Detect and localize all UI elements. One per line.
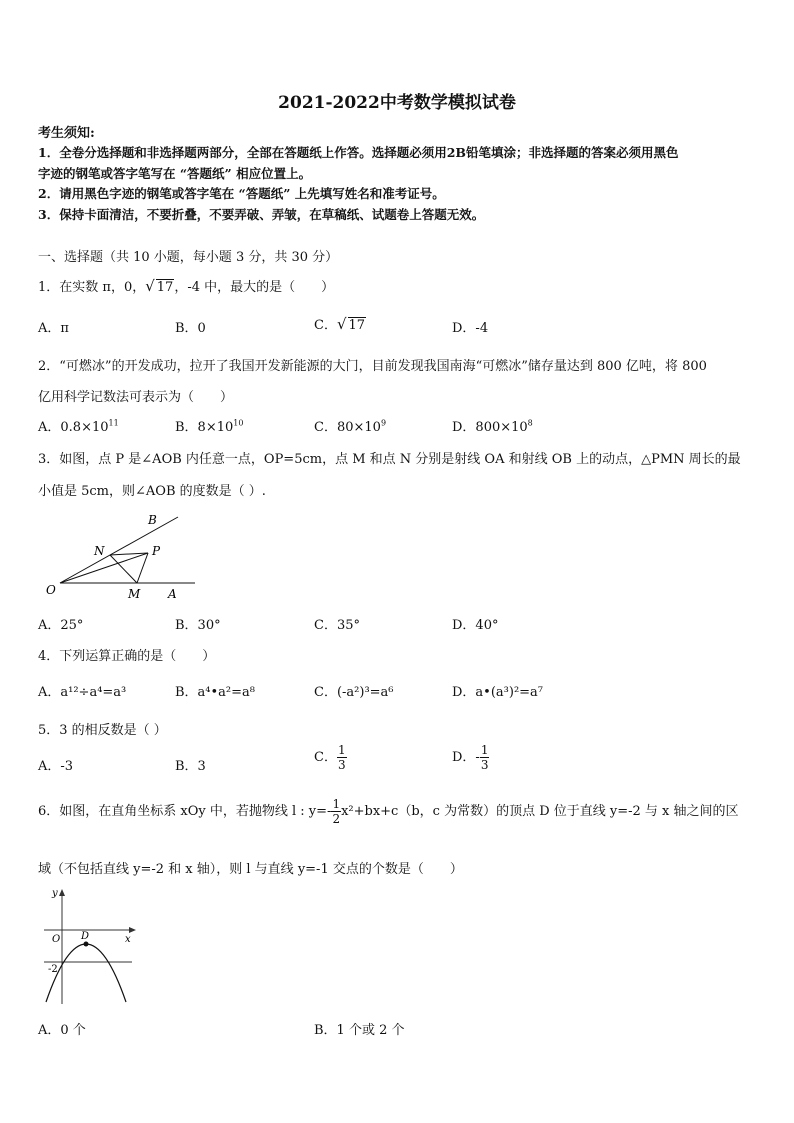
q1-option-a: A．π bbox=[38, 321, 69, 336]
q4-option-c: C．(-a²)³=a⁶ bbox=[314, 685, 394, 700]
q1-option-c: C．√ 17 bbox=[314, 315, 366, 333]
label-A: A bbox=[168, 587, 177, 601]
question-1-stem: 1．在实数 π，0，√ 17，-4 中，最大的是（ ） bbox=[38, 277, 335, 295]
q4-option-a: A．a¹²÷a⁴=a³ bbox=[38, 685, 127, 700]
q3-option-d: D．40° bbox=[452, 618, 499, 633]
question-4-stem: 4．下列运算正确的是（ ） bbox=[38, 649, 216, 664]
q5-option-d: D．- $\frac{1}{3}$ bbox=[452, 743, 489, 772]
q6-option-b: B．1 个或 2 个 bbox=[314, 1023, 405, 1038]
section-heading: 一、选择题（共 10 小题，每小题 3 分，共 30 分） bbox=[38, 250, 339, 265]
page-title: 2021-2022中考数学模拟试卷 bbox=[278, 93, 516, 113]
q3-option-c: C．35° bbox=[314, 618, 360, 633]
label-B: B bbox=[148, 513, 157, 527]
q5-option-b: B．3 bbox=[175, 759, 206, 774]
notice-heading: 考生须知: bbox=[38, 126, 95, 141]
label-O: O bbox=[46, 583, 56, 597]
question-3-line2: 小值是 5cm，则∠AOB 的度数是（ ）. bbox=[38, 484, 266, 499]
notice-item-1: 1．全卷分选择题和非选择题两部分，全部在答题纸上作答。选择题必须用2B铅笔填涂；非选择题的答案必须用黑色 bbox=[38, 145, 679, 160]
question-2-line1: 2．“可燃冰”的开发成功，拉开了我国开发新能源的大门，目前发现我国南海“可燃冰”储存量达到 800 亿吨，将 800 bbox=[38, 359, 707, 374]
question-6-line2: 域（不包括直线 y=-2 和 x 轴），则 l 与直线 y=-1 交点的个数是（ ） bbox=[38, 862, 463, 877]
q3-option-a: A．25° bbox=[38, 618, 84, 633]
q6-figure-parabola bbox=[40, 886, 140, 1008]
q1-option-d: D．-4 bbox=[452, 321, 489, 336]
q4-option-b: B．a⁴•a²=a⁸ bbox=[175, 685, 255, 700]
label-y: y bbox=[52, 888, 58, 899]
label-D: D bbox=[81, 931, 90, 942]
label-O: O bbox=[52, 934, 61, 945]
label-minus2: -2 bbox=[48, 964, 58, 975]
notice-item-1-cont: 字迹的钢笔或答字笔写在 “答题纸” 相应位置上。 bbox=[38, 166, 312, 181]
q2-option-a: A．$0.8\times 10^{11}$ bbox=[38, 418, 119, 435]
label-M: M bbox=[128, 587, 141, 601]
label-P: P bbox=[152, 544, 161, 558]
question-3-line1: 3．如图，点 P 是∠AOB 内任意一点，OP=5cm，点 M 和点 N 分别是射线 OA 和射线 OB 上的动点，△PMN 周长的最 bbox=[38, 452, 741, 467]
notice-item-3: 3．保持卡面清洁，不要折叠，不要弄破、弄皱，在草稿纸、试题卷上答题无效。 bbox=[38, 207, 485, 222]
q5-option-c: C． $\frac{1}{3}$ bbox=[314, 743, 346, 772]
q3-figure-angle bbox=[40, 510, 200, 602]
q2-option-d: D．$800\times 10^8$ bbox=[452, 418, 533, 435]
label-x: x bbox=[125, 934, 131, 945]
q3-option-b: B．30° bbox=[175, 618, 221, 633]
question-2-line2: 亿用科学记数法可表示为（ ） bbox=[38, 390, 234, 405]
q2-option-c: C．$80\times 10^9$ bbox=[314, 418, 387, 435]
sqrt-17: 17 bbox=[156, 280, 174, 295]
q6-option-a: A．0 个 bbox=[38, 1023, 86, 1038]
q2-option-b: B．$8\times 10^{10}$ bbox=[175, 418, 244, 435]
question-6-line1: 6．如图，在直角坐标系 xOy 中，若抛物线 l : y=- $\frac{1}{2}$ x²+bx+c（b，c 为常数）的顶点 D 位于直线 y=-2 与 x 轴之间的区 bbox=[38, 797, 739, 826]
question-5-stem: 5．3 的相反数是（ ） bbox=[38, 723, 167, 738]
q1-option-b: B．0 bbox=[175, 321, 206, 336]
q5-option-a: A．-3 bbox=[38, 759, 74, 774]
notice-item-2: 2．请用黑色字迹的钢笔或答字笔在 “答题纸” 上先填写姓名和准考证号。 bbox=[38, 186, 445, 201]
label-N: N bbox=[94, 544, 105, 558]
q4-option-d: D．a•(a³)²=a⁷ bbox=[452, 685, 544, 700]
